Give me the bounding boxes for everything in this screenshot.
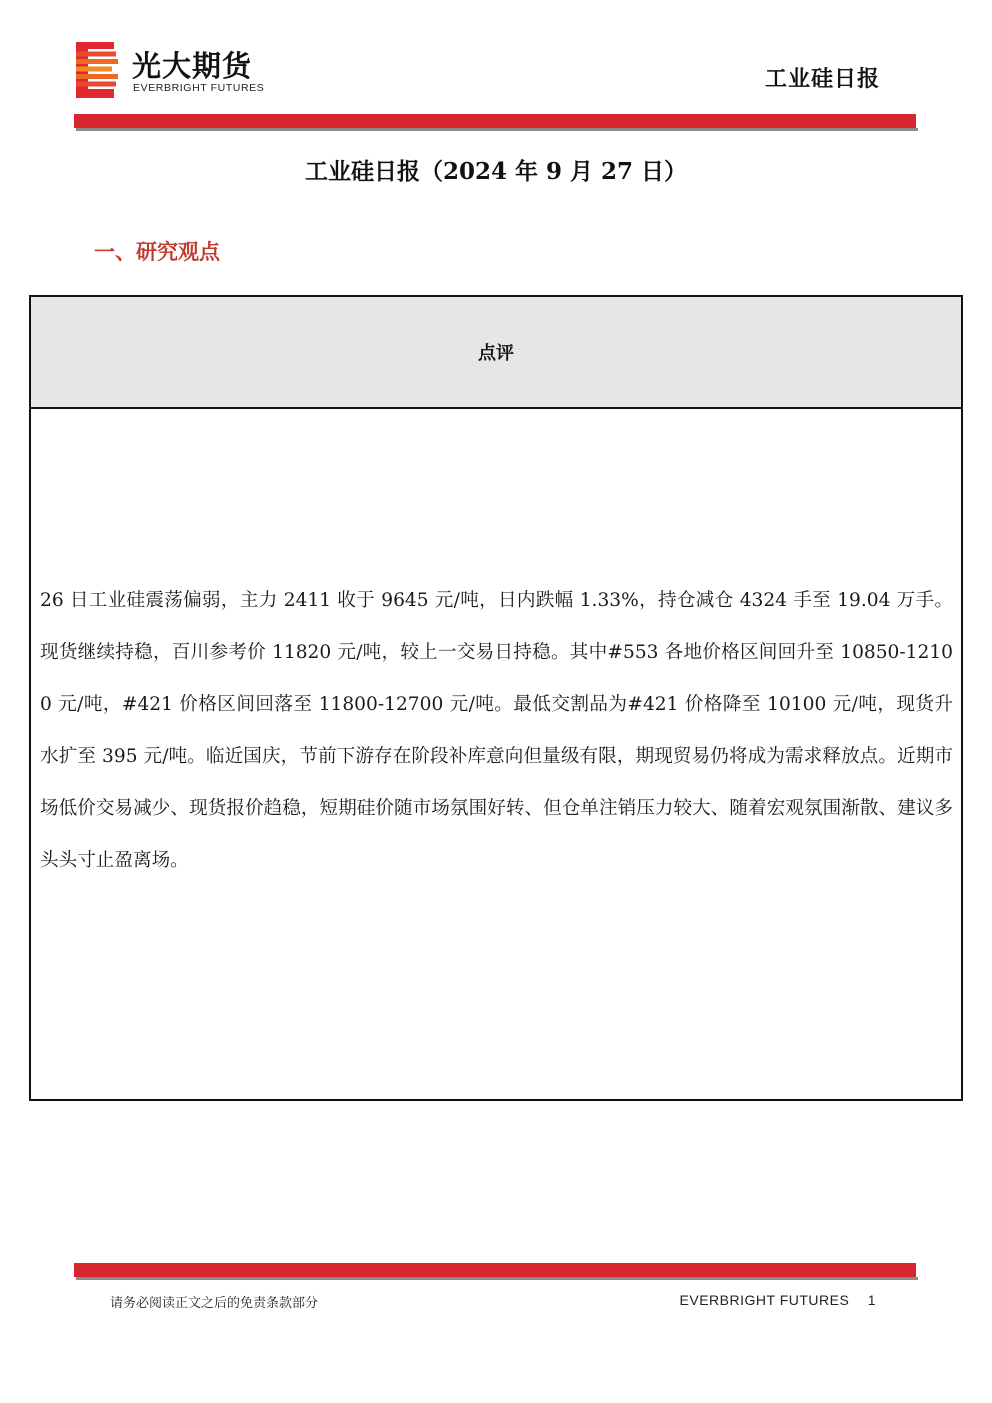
header-divider	[74, 114, 916, 128]
footer-disclaimer: 请务必阅读正文之后的免责条款部分	[110, 1296, 319, 1311]
section-heading: 一、研究观点	[94, 239, 220, 264]
logo-chinese-name: 光大期货	[132, 49, 253, 83]
company-logo	[76, 42, 286, 98]
document-title: 工业硅日报（2024 年 9 月 27 日）	[304, 158, 688, 185]
everbright-logo-icon	[76, 42, 120, 98]
comment-table	[29, 295, 963, 1101]
comment-table-header	[31, 297, 961, 409]
header-report-name: 工业硅日报	[764, 67, 880, 92]
footer-brand: EVERBRIGHT FUTURES	[679, 1292, 850, 1308]
comment-header-label: 点评	[478, 343, 514, 364]
footer-page-info	[680, 1292, 876, 1308]
page-number: 1	[867, 1292, 876, 1308]
comment-body-text: 26 日工业硅震荡偏弱，主力 2411 收于 9645 元/吨，日内跌幅 1.33%，持仓减仓 4324 手至 19.04 万手。现货继续持稳，百川参考价 11820 元/吨，较上一交易日持稳。其中#553 各地价格区间回升至 10850-12100 元/吨，#421 价格区间回落至 11800-12700 元/吨。最低交割品为#421 价格降至 10100 元/吨，现货升水扩至 395 元/吨。临近国庆，节前下游存在阶段补库意向但量级有限，期现贸易仍将成为需求释放点。近期市场低价交易减少、现货报价趋稳，短期硅价随市场氛围好转、但仓单注销压力较大、随着宏观氛围渐散、建议多头头寸止盈离场。	[40, 590, 953, 871]
logo-english-name: EVERBRIGHT FUTURES	[133, 82, 265, 94]
footer-divider	[74, 1263, 916, 1277]
